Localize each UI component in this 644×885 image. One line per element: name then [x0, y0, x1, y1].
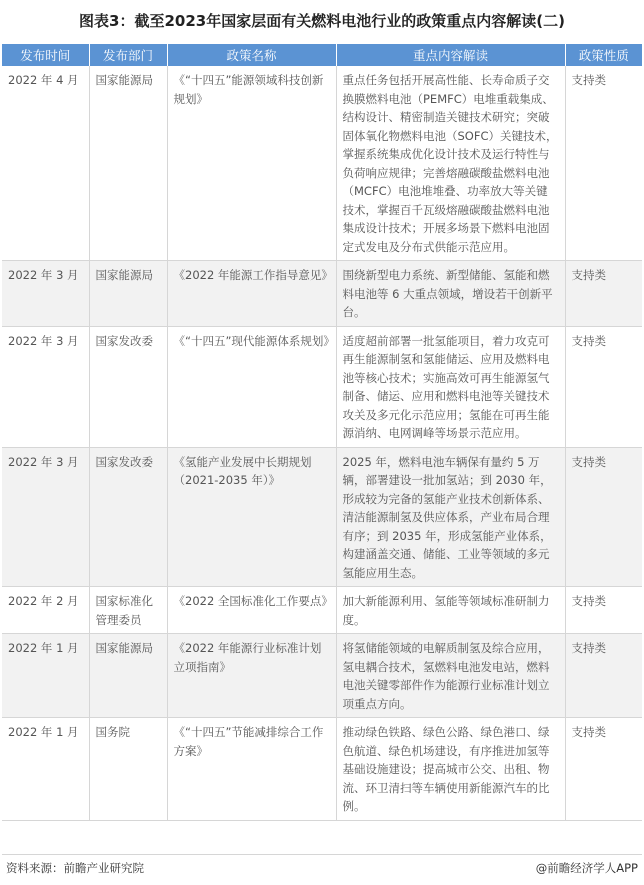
cell-name: 《氢能产业发展中长期规划（2021-2035 年）》 — [167, 447, 336, 587]
source-note: 资料来源：前瞻产业研究院 — [6, 861, 144, 875]
cell-name: 《“十四五”能源领域科技创新规划》 — [167, 66, 336, 261]
table-header-row — [2, 44, 642, 66]
cell-time: 2022 年 2 月 — [2, 587, 89, 634]
cell-nature: 支持类 — [565, 634, 642, 718]
cell-time: 2022 年 3 月 — [2, 261, 89, 327]
cell-dept: 国家能源局 — [89, 66, 167, 261]
cell-nature: 支持类 — [565, 718, 642, 821]
table-row — [2, 587, 642, 634]
table-row — [2, 261, 642, 327]
cell-dept: 国家发改委 — [89, 447, 167, 587]
table-row — [2, 447, 642, 587]
table-row — [2, 634, 642, 718]
cell-time: 2022 年 1 月 — [2, 634, 89, 718]
table-row — [2, 326, 642, 447]
cell-time: 2022 年 3 月 — [2, 447, 89, 587]
footer-divider — [2, 854, 642, 855]
policy-table — [2, 44, 642, 821]
header-name: 政策名称 — [167, 44, 336, 66]
cell-time: 2022 年 4 月 — [2, 66, 89, 261]
cell-dept: 国家能源局 — [89, 261, 167, 327]
cell-time: 2022 年 3 月 — [2, 326, 89, 447]
cell-dept: 国务院 — [89, 718, 167, 821]
cell-content: 适度超前部署一批氢能项目，着力攻克可再生能源制氢和氢能储运、应用及燃料电池等核心技术；实施高效可再生能源氢气制备、储运、应用和燃料电池等关键技术攻关及多元化示范应用；氢能在可再生能源消纳、电网调峰等场景示范应用。 — [336, 326, 565, 447]
cell-name: 《2022 全国标准化工作要点》 — [167, 587, 336, 634]
cell-nature: 支持类 — [565, 326, 642, 447]
header-time: 发布时间 — [2, 44, 89, 66]
cell-dept: 国家发改委 — [89, 326, 167, 447]
cell-content: 推动绿色铁路、绿色公路、绿色港口、绿色航道、绿色机场建设，有序推进加氢等基础设施建设；提高城市公交、出租、物流、环卫清扫等车辆使用新能源汽车的比例。 — [336, 718, 565, 821]
brand-credit: @前瞻经济学人APP — [535, 861, 638, 875]
cell-nature: 支持类 — [565, 261, 642, 327]
cell-content: 将氢储能领域的电解质制氢及综合应用，氢电耦合技术，氢燃料电池发电站，燃料电池关键零部件作为能源行业标准计划立项重点方向。 — [336, 634, 565, 718]
cell-name: 《“十四五”节能减排综合工作方案》 — [167, 718, 336, 821]
cell-time: 2022 年 1 月 — [2, 718, 89, 821]
cell-nature: 支持类 — [565, 447, 642, 587]
cell-content: 加大新能源利用、氢能等领域标准研制力度。 — [336, 587, 565, 634]
cell-name: 《2022 年能源工作指导意见》 — [167, 261, 336, 327]
cell-dept: 国家标准化管理委员 — [89, 587, 167, 634]
cell-nature: 支持类 — [565, 587, 642, 634]
cell-name: 《“十四五”现代能源体系规划》 — [167, 326, 336, 447]
header-content: 重点内容解读 — [336, 44, 565, 66]
cell-nature: 支持类 — [565, 66, 642, 261]
cell-content: 2025 年，燃料电池车辆保有量约 5 万辆，部署建设一批加氢站；到 2030 年，形成较为完备的氢能产业技术创新体系、清洁能源制氢及供应体系，产业布局合理有序；到 2035 年，形成氢能产业体系，构建涵盖交通、储能、工业等领域的多元氢能应用生态。 — [336, 447, 565, 587]
header-nature: 政策性质 — [565, 44, 642, 66]
cell-name: 《2022 年能源行业标准计划立项指南》 — [167, 634, 336, 718]
header-dept: 发布部门 — [89, 44, 167, 66]
cell-content: 围绕新型电力系统、新型储能、氢能和燃料电池等 6 大重点领域，增设若干创新平台。 — [336, 261, 565, 327]
table-row — [2, 66, 642, 261]
cell-dept: 国家能源局 — [89, 634, 167, 718]
cell-content: 重点任务包括开展高性能、长寿命质子交换膜燃料电池（PEMFC）电堆重载集成、结构设计、精密制造关键技术研究；突破固体氧化物燃料电池（SOFC）关键技术，掌握系统集成优化设计技术及运行特性与负荷响应规律；完善熔融碳酸盐燃料电池（MCFC）电池堆堆叠、功率放大等关键技术，掌握百千瓦级熔融碳酸盐燃料电池集成设计技术；开展多场景下燃料电池固定式发电及分布式供能示范应用。 — [336, 66, 565, 261]
table-row — [2, 718, 642, 821]
page-title: 图表3：截至2023年国家层面有关燃料电池行业的政策重点内容解读(二) — [79, 12, 565, 30]
